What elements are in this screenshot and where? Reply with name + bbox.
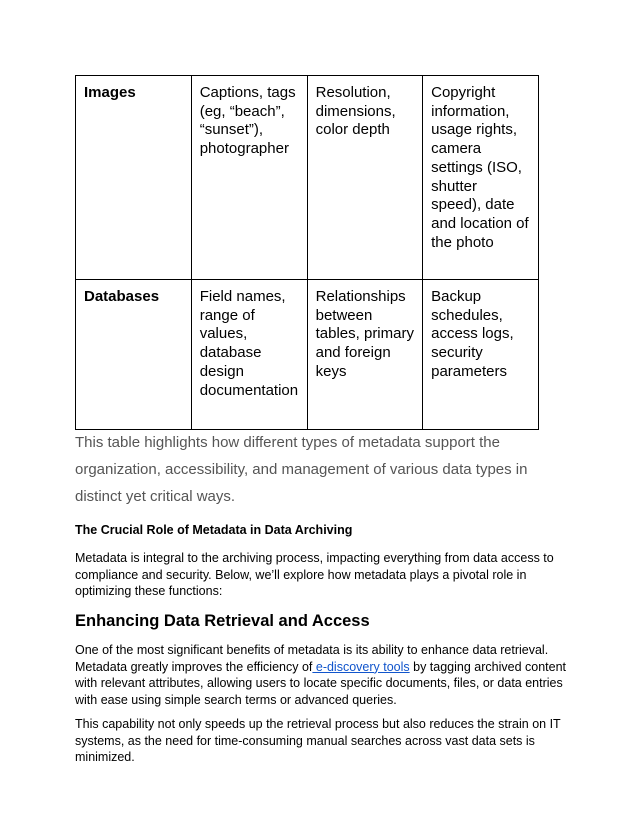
retrieval-paragraph [75, 642, 570, 708]
intro-paragraph: Metadata is integral to the archiving process, impacting everything from data access to compliance and security. Below, we’ll explore how metadata plays a pivotal role in optimizing these functions: [75, 551, 554, 598]
table-cell: Resolution, dimensions, color depth [307, 76, 423, 280]
table-caption: This table highlights how different types of metadata support the organization, accessibility, and management of various data types in distinct yet critical ways. [75, 434, 528, 505]
section-heading: Enhancing Data Retrieval and Access [75, 612, 370, 630]
table-row [76, 280, 539, 430]
table-cell: Relationships between tables, primary and foreign keys [307, 280, 423, 430]
metadata-table [75, 75, 539, 430]
table-row [76, 76, 539, 280]
data-type-cell: Images [76, 76, 192, 280]
paragraph-text: One of the most significant benefits of metadata is its ability to enhance data retrieval. Metadata greatly improves the efficiency of [75, 643, 549, 674]
table-cell: Copyright information, usage rights, camera settings (ISO, shutter speed), date and location of the photo [423, 76, 539, 280]
section-title: The Crucial Role of Metadata in Data Archiving [75, 523, 353, 537]
capability-paragraph: This capability not only speeds up the retrieval process but also reduces the strain on IT systems, as the need for time-consuming manual searches across vast data sets is minimized. [75, 717, 561, 764]
data-type-cell: Databases [76, 280, 192, 430]
paragraph-text: by tagging archived content with relevant attributes, allowing users to locate specific documents, files, or data entries with ease using simple search terms or advanced queries. [75, 659, 567, 707]
table-cell: Backup schedules, access logs, security parameters [423, 280, 539, 430]
table-cell: Captions, tags (eg, “beach”, “sunset”), photographer [191, 76, 307, 280]
table-cell: Field names, range of values, database design documentation [191, 280, 307, 430]
e-discovery-tools-link[interactable]: e-discovery tools [312, 659, 410, 674]
